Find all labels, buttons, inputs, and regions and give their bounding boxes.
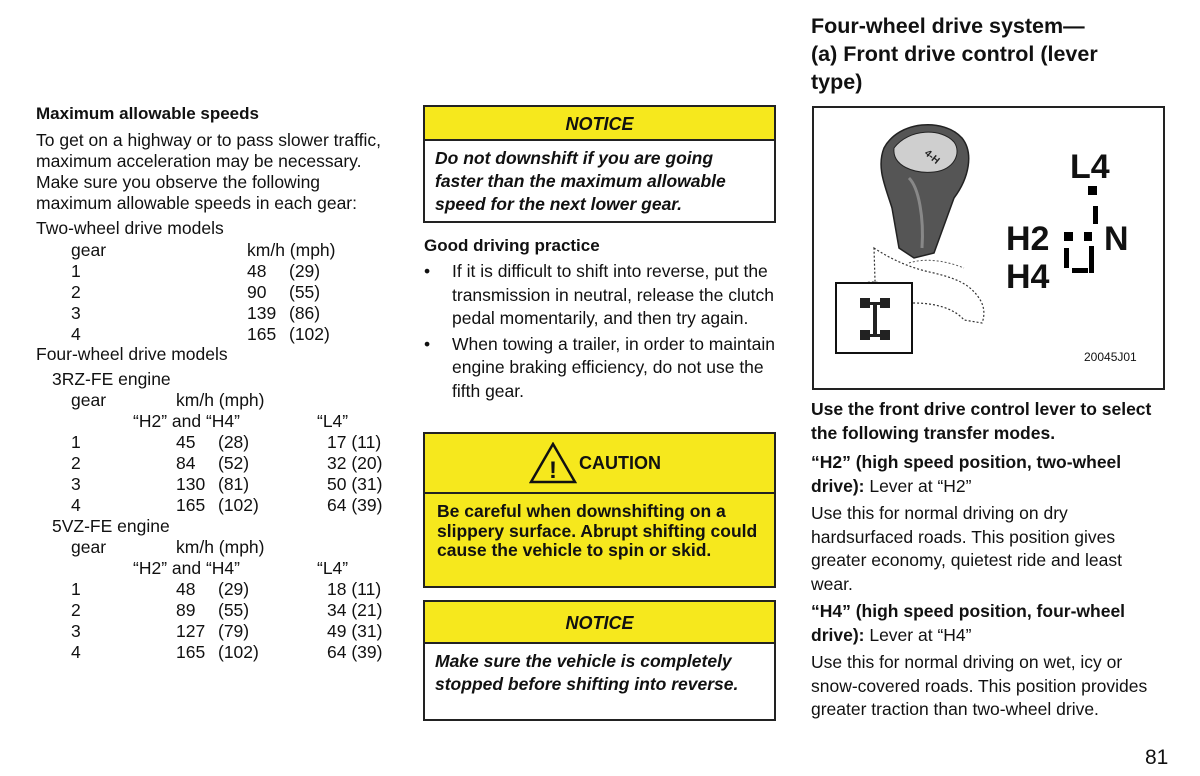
engine-name: 3RZ-FE engine [52, 369, 171, 389]
kmh-cell: 48 [247, 261, 267, 281]
mph-cell: (29) [289, 261, 321, 281]
kmh-cell: 127 [176, 621, 206, 641]
table-header-row [36, 537, 396, 558]
table-row [36, 495, 396, 516]
mph-cell: (55) [218, 600, 250, 620]
max-speeds-heading: Maximum allowable speeds [36, 104, 259, 123]
h2-suffix: Lever at “H2” [864, 475, 972, 496]
notice-title: NOTICE [425, 107, 774, 141]
bullet-text: If it is difficult to shift into reverse, put the transmission in neutral, release the clutch pedal momentarily, and then try again. [452, 261, 774, 328]
engine-5vz-table [36, 516, 396, 663]
gear-cell: 3 [71, 303, 81, 323]
l4-cell: 18 (11) [327, 579, 382, 599]
h4-paragraph-head [811, 600, 1165, 647]
l4-header: “L4” [317, 411, 349, 431]
table-row [36, 282, 396, 303]
gear-label-h2: H2 [1006, 220, 1050, 258]
engine-name-row [36, 516, 396, 537]
four-wheel-title: Four-wheel drive models [36, 344, 228, 364]
kmh-cell: 139 [247, 303, 277, 323]
section-title-line: Four-wheel drive system— [811, 14, 1085, 38]
speed-header: km/h (mph) [176, 390, 265, 410]
figure-code: 20045J01 [1084, 350, 1137, 364]
notice-title: NOTICE [425, 602, 774, 644]
section-title-line: (a) Front drive control (lever [811, 42, 1098, 66]
gear-cell: 3 [71, 621, 81, 641]
engine-name: 5VZ-FE engine [52, 516, 170, 536]
l4-cell: 64 (39) [327, 642, 383, 662]
mph-cell: (79) [218, 621, 250, 641]
notice-text: Make sure the vehicle is completely stopped before shifting into reverse. [435, 651, 739, 694]
notice-text: Do not downshift if you are going faster than the maximum allowable speed for the next lower gear. [435, 148, 726, 214]
h2-paragraph-head [811, 451, 1165, 498]
caution-header [425, 434, 774, 494]
gear-header: gear [71, 240, 107, 260]
kmh-cell: 89 [176, 600, 196, 620]
kmh-cell: 45 [176, 432, 196, 452]
max-speeds-intro: To get on a highway or to pass slower traffic, maximum acceleration may be necessary. Make sure you observe the following maximum allowable speeds in each gear: [36, 130, 381, 213]
table-row [36, 453, 396, 474]
svg-text:4-H: 4-H [922, 147, 942, 167]
mph-cell: (102) [289, 324, 330, 344]
bullet-icon: • [424, 261, 431, 281]
mph-cell: (102) [218, 642, 259, 662]
notice-box-reverse [423, 600, 776, 721]
h4-description: Use this for normal driving on wet, icy or snow-covered roads. This position provides greater traction than two-wheel drive. [811, 652, 1148, 719]
mph-cell: (52) [218, 453, 250, 473]
engine-3rz-table [36, 369, 396, 516]
l4-cell: 34 (21) [327, 600, 383, 620]
caution-text: Be careful when downshifting on a slippery surface. Abrupt shifting could cause the vehicle to spin or skid. [437, 501, 758, 560]
page-number: 81 [1145, 746, 1169, 769]
gear-cell: 2 [71, 600, 81, 620]
l4-cell: 64 (39) [327, 495, 383, 515]
gear-label-n: N [1104, 220, 1129, 258]
kmh-cell: 84 [176, 453, 196, 473]
bullet-text: When towing a trailer, in order to maintain engine braking efficiency, do not use the fifth gear. [452, 333, 775, 401]
caution-box [423, 432, 776, 588]
notice-box-downshift [423, 105, 776, 223]
gear-cell: 2 [71, 282, 81, 302]
gear-cell: 4 [71, 642, 81, 662]
gear-cell: 4 [71, 495, 81, 515]
two-wheel-title: Two-wheel drive models [36, 218, 224, 238]
kmh-cell: 130 [176, 474, 206, 494]
l4-cell: 17 (11) [327, 432, 382, 452]
l4-cell: 49 (31) [327, 621, 383, 641]
kmh-cell: 165 [176, 495, 206, 515]
kmh-cell: 165 [176, 642, 206, 662]
gear-header: gear [71, 537, 107, 557]
list-item [424, 333, 776, 404]
table-header-row [36, 240, 396, 261]
gear-cell: 1 [71, 432, 81, 452]
l4-header: “L4” [317, 558, 349, 578]
section-title [811, 12, 1165, 96]
kmh-cell: 165 [247, 324, 277, 344]
good-driving-section [424, 236, 776, 403]
l4-cell: 50 (31) [327, 474, 383, 494]
table-row [36, 324, 396, 345]
h4-heading: “H4” (high speed position, four-wheel drive): [811, 601, 1126, 645]
table-row [36, 303, 396, 324]
speed-header: km/h (mph) [176, 537, 265, 557]
table-subheader-row [36, 411, 396, 432]
gear-label-h4: H4 [1006, 258, 1050, 296]
table-subheader-row [36, 558, 396, 579]
mph-cell: (28) [218, 432, 250, 452]
gear-cell: 1 [71, 261, 81, 281]
h2-h4-header: “H2” and “H4” [133, 558, 240, 578]
mph-cell: (102) [218, 495, 259, 515]
h2-h4-header: “H2” and “H4” [133, 411, 240, 431]
mph-cell: (81) [218, 474, 250, 494]
engine-name-row [36, 369, 396, 390]
h2-heading: “H2” (high speed position, two-wheel drive): [811, 452, 1122, 496]
left-column [36, 104, 396, 663]
mph-cell: (86) [289, 303, 321, 323]
instruction-text: Use the front drive control lever to select the following transfer modes. [811, 399, 1152, 443]
gear-cell: 3 [71, 474, 81, 494]
table-row [36, 600, 396, 621]
gear-header: gear [71, 390, 107, 410]
h4-suffix: Lever at “H4” [864, 624, 972, 645]
two-wheel-table [36, 240, 396, 345]
table-row [36, 642, 396, 663]
table-row [36, 261, 396, 282]
caution-title: CAUTION [579, 453, 661, 473]
table-row [36, 621, 396, 642]
table-row [36, 432, 396, 453]
svg-text:!: ! [549, 457, 557, 484]
kmh-cell: 48 [176, 579, 196, 599]
good-driving-heading: Good driving practice [424, 236, 600, 255]
table-row [36, 579, 396, 600]
table-header-row [36, 390, 396, 411]
table-row [36, 474, 396, 495]
shift-lever-figure [812, 106, 1165, 390]
mph-cell: (29) [218, 579, 250, 599]
kmh-cell: 90 [247, 282, 267, 302]
l4-cell: 32 (20) [327, 453, 383, 473]
h2-description: Use this for normal driving on dry hardsurfaced roads. This position gives greater economy, quietest ride and least wear. [811, 503, 1122, 594]
gear-cell: 4 [71, 324, 81, 344]
speed-header: km/h (mph) [247, 240, 336, 260]
gear-cell: 2 [71, 453, 81, 473]
right-text-column [811, 398, 1165, 722]
mph-cell: (55) [289, 282, 321, 302]
gear-label-l4: L4 [1070, 148, 1110, 186]
warning-triangle-icon [529, 442, 577, 484]
gear-cell: 1 [71, 579, 81, 599]
bullet-icon: • [424, 333, 431, 354]
list-item [424, 260, 776, 331]
section-title-line: type) [811, 70, 863, 94]
